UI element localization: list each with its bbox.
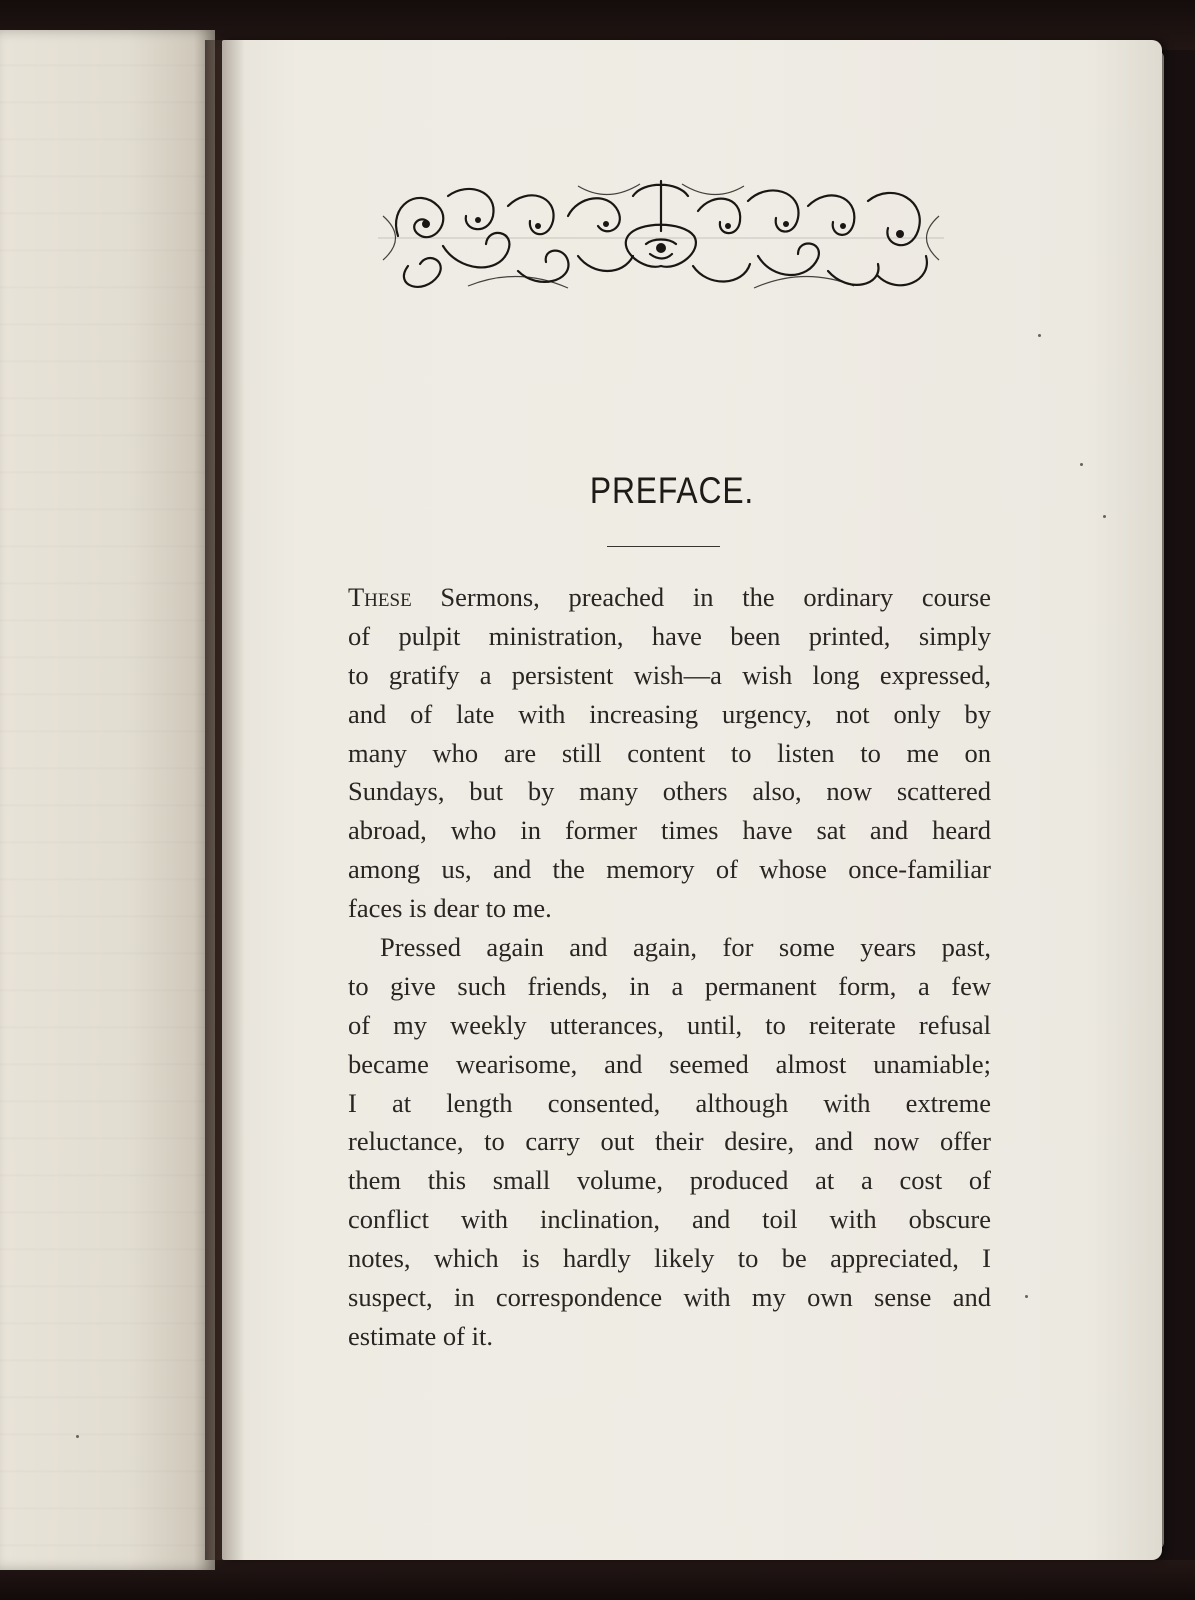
text-line: to give such friends, in a permanent form, a few — [348, 970, 991, 1001]
ornamental-headpiece-icon — [378, 176, 944, 300]
text-line: to gratify a persistent wish—a wish long expressed, — [348, 659, 991, 690]
text-line: conflict with inclination, and toil with obscure — [348, 1204, 991, 1235]
text-line: estimate of it. — [348, 1320, 493, 1351]
paper-speck — [1103, 515, 1106, 518]
text-line: of my weekly utterances, until, to reiterate refusal — [348, 1009, 991, 1040]
gutter-shadow — [205, 40, 245, 1560]
text-line: suspect, in correspondence with my own sense and — [348, 1282, 991, 1313]
text-line: abroad, who in former times have sat and heard — [348, 815, 991, 846]
text-line: became wearisome, and seemed almost unamiable; — [348, 1048, 991, 1079]
show-through-texture — [0, 30, 215, 1570]
preface-body — [348, 578, 991, 1356]
page-title: PREFACE. — [589, 470, 755, 511]
text-line: of pulpit ministration, have been printed, simply — [348, 620, 991, 651]
text-line: notes, which is hardly likely to be appreciated, I — [348, 1243, 991, 1274]
text-line: and of late with increasing urgency, not only by — [348, 698, 991, 729]
text-line: Sundays, but by many others also, now scattered — [348, 776, 991, 807]
text-line: them this small volume, produced at a cost of — [348, 1165, 991, 1196]
paper-speck — [76, 1435, 79, 1438]
text-line: Pressed again and again, for some years past, — [380, 932, 991, 963]
line-rest: Sermons, preached in the ordinary course — [411, 582, 991, 612]
paper-speck — [1080, 463, 1083, 466]
left-facing-page — [0, 30, 215, 1570]
small-caps-lead: These — [348, 582, 412, 612]
text-line: faces is dear to me. — [348, 893, 552, 924]
text-line: among us, and the memory of whose once-familiar — [348, 854, 991, 885]
text-line: I at length consented, although with extreme — [348, 1087, 991, 1118]
text-line: many who are still content to listen to me on — [348, 737, 991, 768]
paper-speck — [1038, 334, 1041, 337]
title-rule — [607, 546, 720, 547]
paper-speck — [1025, 1295, 1028, 1298]
text-line — [348, 578, 991, 617]
text-line: reluctance, to carry out their desire, and now offer — [348, 1126, 991, 1157]
